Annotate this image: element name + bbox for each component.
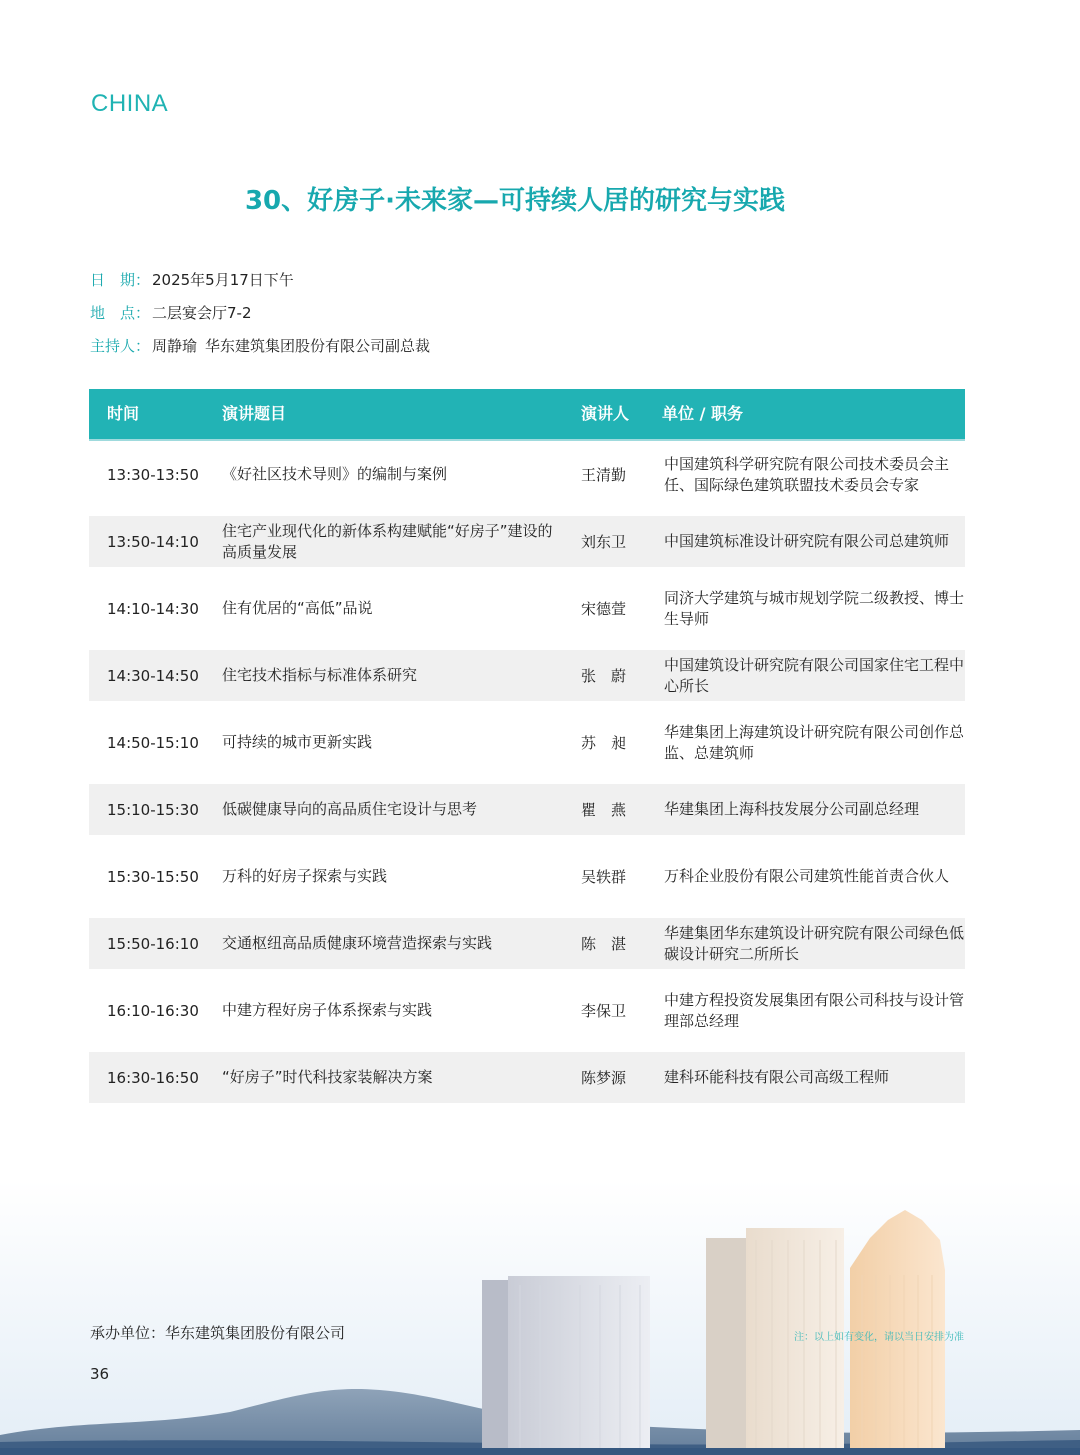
row-topic: 低碳健康导向的高品质住宅设计与思考 (222, 800, 478, 818)
header-speaker: 演讲人 (581, 404, 630, 423)
row-time: 14:50-15:10 (107, 733, 199, 752)
table-row (89, 776, 965, 843)
place-row (90, 301, 430, 334)
place-value: 二层宴会厅7-2 (152, 304, 252, 322)
row-org: 中国建筑科学研究院有限公司技术委员会主任、国际绿色建筑联盟技术委员会专家 (664, 454, 950, 494)
row-topic: 可持续的城市更新实践 (222, 733, 373, 751)
header-topic: 演讲题目 (222, 404, 287, 423)
row-time: 13:30-13:50 (107, 465, 199, 484)
row-org: 同济大学建筑与城市规划学院二级教授、博士生导师 (664, 588, 965, 628)
date-value: 2025年5月17日下午 (152, 271, 294, 289)
row-topic: 住宅产业现代化的新体系构建赋能“好房子”建设的高质量发展 (222, 521, 553, 561)
row-time: 15:10-15:30 (107, 800, 199, 819)
change-note: 注：以上如有变化，请以当日安排为准 (794, 1332, 964, 1343)
table-row (89, 1044, 965, 1111)
row-org: 华建集团华东建筑设计研究院有限公司绿色低碳设计研究二所所长 (664, 923, 965, 963)
page-number: 36 (90, 1365, 110, 1383)
row-topic: 中建方程好房子体系探索与实践 (222, 1001, 433, 1019)
host-label: 主持人： (90, 337, 151, 355)
table-row (89, 575, 965, 642)
table-row (89, 910, 965, 977)
row-speaker: 李保卫 (581, 1002, 627, 1020)
row-org: 华建集团上海建筑设计研究院有限公司创作总监、总建筑师 (664, 722, 965, 762)
header-org: 单位 / 职务 (662, 404, 743, 423)
row-time: 13:50-14:10 (107, 532, 199, 551)
date-row (90, 268, 430, 301)
row-org: 华建集团上海科技发展分公司副总经理 (664, 800, 920, 818)
row-topic: 住有优居的“高低”品说 (222, 599, 373, 617)
row-topic: 《好社区技术导则》的编制与案例 (222, 465, 448, 483)
table-row (89, 977, 965, 1044)
row-org: 中建方程投资发展集团有限公司科技与设计管理部总经理 (664, 990, 965, 1030)
row-speaker: 王清勤 (581, 466, 627, 484)
row-speaker: 陈梦源 (581, 1069, 627, 1087)
brand-text: CHINA (91, 90, 169, 117)
host-title: 华东建筑集团股份有限公司副总裁 (205, 337, 431, 355)
row-time: 16:10-16:30 (107, 1001, 199, 1020)
host-name: 周静瑜 (152, 337, 198, 355)
row-time: 15:50-16:10 (107, 934, 199, 953)
session-meta (90, 268, 430, 367)
table-row (89, 642, 965, 709)
row-topic: “好房子”时代科技家装解决方案 (222, 1068, 433, 1086)
table-header (89, 389, 965, 441)
row-topic: 住宅技术指标与标准体系研究 (222, 666, 418, 684)
row-speaker: 刘东卫 (581, 533, 627, 551)
row-org: 中国建筑标准设计研究院有限公司总建筑师 (664, 532, 950, 550)
table-row (89, 508, 965, 575)
row-speaker: 吴轶群 (581, 868, 627, 886)
place-label: 地 点： (90, 304, 151, 322)
row-org: 建科环能科技有限公司高级工程师 (664, 1068, 890, 1086)
host-row (90, 334, 430, 367)
table-row (89, 441, 965, 508)
schedule-table (89, 389, 965, 1111)
row-time: 14:30-14:50 (107, 666, 199, 685)
row-speaker: 张 蔚 (581, 667, 627, 685)
row-speaker: 陈 湛 (581, 935, 627, 953)
row-topic: 交通枢纽高品质健康环境营造探索与实践 (222, 934, 493, 952)
row-org: 万科企业股份有限公司建筑性能首责合伙人 (664, 867, 950, 885)
skyline-illustration (0, 1180, 1080, 1455)
table-row (89, 709, 965, 776)
row-time: 16:30-16:50 (107, 1068, 199, 1087)
date-label: 日 期： (90, 271, 151, 289)
header-time: 时间 (107, 404, 140, 423)
row-speaker: 瞿 燕 (581, 801, 627, 819)
row-speaker: 宋德萱 (581, 600, 627, 618)
row-speaker: 苏 昶 (581, 734, 627, 752)
row-topic: 万科的好房子探索与实践 (222, 867, 388, 885)
table-row (89, 843, 965, 910)
row-time: 14:10-14:30 (107, 599, 199, 618)
organizer-text: 承办单位：华东建筑集团股份有限公司 (90, 1324, 346, 1342)
page-title: 30、好房子·未来家—可持续人居的研究与实践 (244, 186, 786, 216)
row-org: 中国建筑设计研究院有限公司国家住宅工程中心所长 (664, 655, 965, 695)
row-time: 15:30-15:50 (107, 867, 199, 886)
